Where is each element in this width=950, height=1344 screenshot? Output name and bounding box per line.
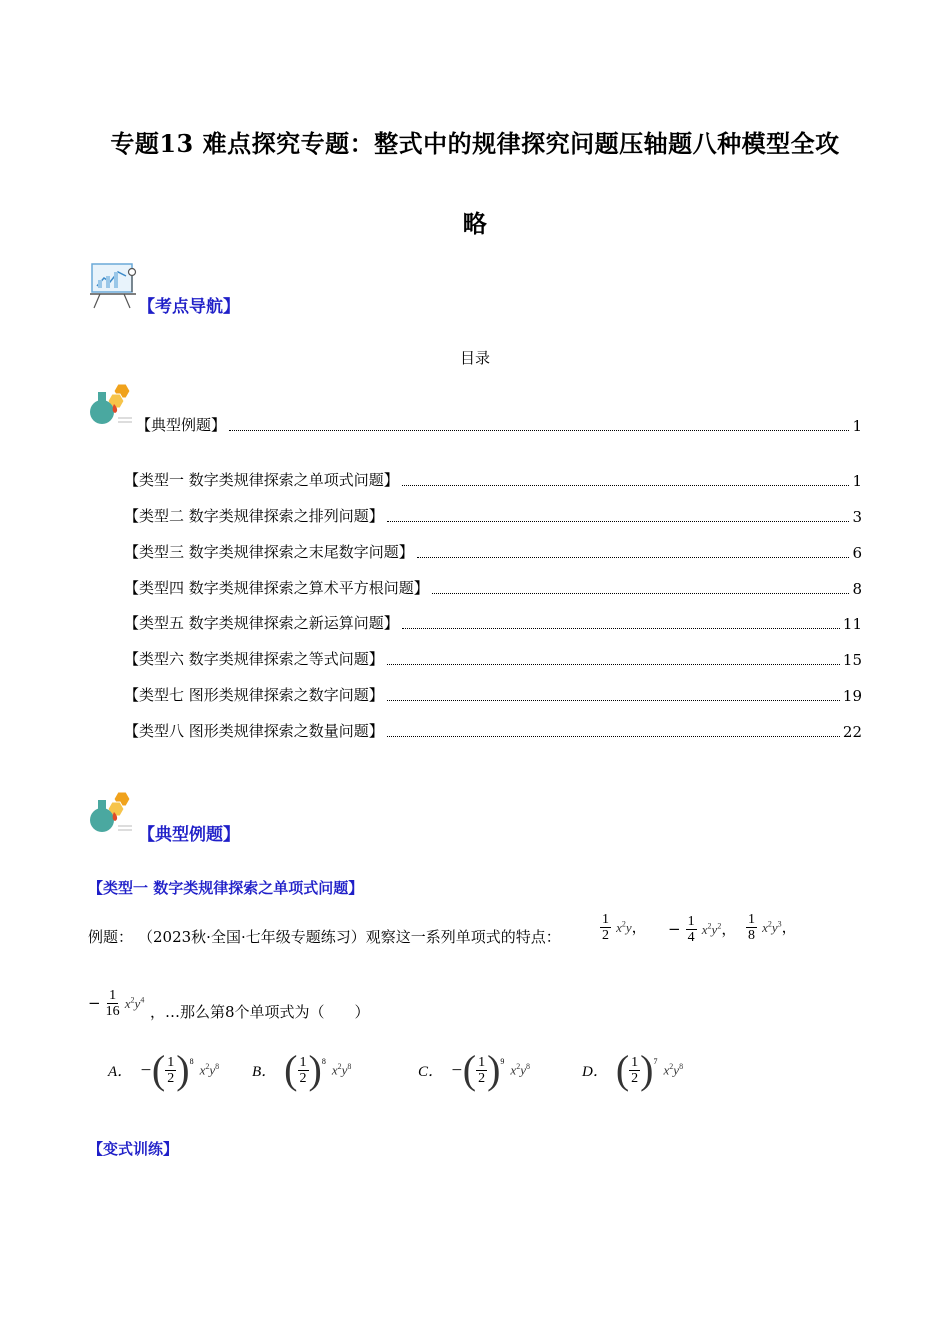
toc-entry[interactable] [124,469,862,490]
term-var: y [771,920,778,935]
toc-entry-page: 15 [842,651,862,669]
toc-entry-page: 1 [852,472,862,490]
option-den: 2 [631,1070,639,1086]
toc-entry-label: 【类型七 图形类规律探索之数字问题】 [124,686,384,704]
option-power: 8 [321,1056,326,1066]
term-den: 8 [748,928,755,943]
toc-title: 目录 [459,349,490,367]
answer-option[interactable]: D． ( $\frac{1}{2}$ ) 7 $x^2y^8$ [582,1047,684,1092]
right-paren: ) [308,1047,322,1092]
term-exp: 4 [140,995,145,1005]
term-den: 4 [687,930,695,945]
term-4 [88,988,144,1019]
toc-entry-label: 【类型三 数字类规律探索之末尾数字问题】 [124,543,414,561]
right-paren: ) [487,1047,501,1092]
option-sign: − [140,1062,152,1078]
left-paren: ( [615,1047,630,1092]
toc-leader [387,699,840,701]
right-paren: ) [640,1047,654,1092]
toc-leader [402,484,850,486]
term-var: x [701,922,708,937]
toc-entry[interactable] [124,577,862,598]
term-exp: 2 [130,995,135,1005]
term-exp: 3 [777,919,782,929]
toc-leader [432,592,850,594]
term-exp: 2 [707,921,712,931]
term-exp: 2 [717,921,722,931]
term-num: 1 [687,914,695,929]
toc-entry-label: 【类型一 数字类规律探索之单项式问题】 [124,471,399,489]
example-text: （2023秋·全国·七年级专题练习）观察这一系列单项式的特点： [138,928,561,946]
nav-heading: 【考点导航】 [138,297,240,317]
example-label: 例题： [88,928,134,946]
option-den: 2 [167,1070,175,1086]
toc-entry-label: 【类型六 数字类规律探索之等式问题】 [124,650,384,668]
left-paren: ( [284,1047,298,1092]
term-2 [668,914,736,945]
toc-entry[interactable] [124,684,862,705]
toc-leader [387,520,850,522]
toc-entry-label: 【典型例题】 [136,416,227,434]
term-exp: 2 [621,919,626,929]
toc-entry-page: 1 [852,417,862,435]
toc-entry-page: 6 [852,544,862,562]
page-title-line2: 略 [462,209,488,238]
option-y-exp: 8 [215,1061,220,1071]
comma: ， [631,918,647,936]
option-y-exp: 8 [679,1061,684,1071]
type1-heading: 【类型一 数字类规律探索之单项式问题】 [88,879,364,897]
toc-entry-page: 22 [842,723,862,741]
term-num: 1 [602,912,609,927]
flask-icon [88,790,134,836]
toc-entry-label: 【类型二 数字类规律探索之排列问题】 [124,507,384,525]
answer-option[interactable]: C． − ( $\frac{1}{2}$ ) 9 $x^2y^8$ [418,1047,530,1092]
toc-entry[interactable] [124,612,862,633]
option-y-exp: 8 [525,1061,530,1071]
toc-entry-page: 3 [852,508,862,526]
term-den: 16 [105,1004,120,1019]
term-var: y [625,920,632,935]
comma: ， [781,918,797,936]
term-1 [600,912,647,943]
term-sign: − [88,994,101,1012]
term-num: 1 [109,988,117,1003]
flask-icon [88,382,134,428]
term-var: x [124,996,131,1011]
term-exp: 2 [767,919,772,929]
toc-entry-page: 8 [852,580,862,598]
option-num: 1 [167,1054,175,1070]
option-num: 1 [299,1054,307,1070]
term-var: x [616,920,622,935]
left-paren: ( [151,1047,166,1092]
option-label: A． [108,1063,133,1080]
answer-option[interactable]: A． − ( $\frac{1}{2}$ ) 8 $x^2y^8$ [108,1047,220,1092]
toc-leader [387,663,840,665]
toc-leader [417,556,850,558]
right-paren: ) [176,1047,190,1092]
option-power: 8 [189,1056,194,1066]
option-x-exp: 2 [669,1061,674,1071]
left-paren: ( [462,1047,477,1092]
presentation-icon [88,262,140,310]
variant-heading: 【变式训练】 [88,1140,179,1158]
option-label: D． [582,1063,608,1080]
toc-entry-label: 【类型四 数字类规律探索之算术平方根问题】 [124,579,429,597]
toc-entry-page: 11 [842,615,862,633]
toc-entry-label: 【类型五 数字类规律探索之新运算问题】 [124,614,399,632]
option-x-exp: 2 [337,1061,342,1071]
option-power: 7 [653,1056,658,1066]
term-3 [746,912,797,943]
page-title-line1: 专题13 难点探究专题：整式中的规律探究问题压轴题八种模型全攻 [110,129,840,158]
term-den: 2 [602,928,609,943]
toc-entry[interactable] [124,505,862,526]
option-x-exp: 2 [205,1061,210,1071]
term-num: 1 [748,912,755,927]
toc-entry[interactable] [124,541,862,562]
toc-entry-main[interactable] [136,414,862,435]
toc-entry-page: 19 [842,687,862,705]
toc-entry-label: 【类型八 图形类规律探索之数量问题】 [124,722,384,740]
toc-leader [402,627,840,629]
term-var: y [711,922,718,937]
term-var: x [762,920,768,935]
section-heading: 【典型例题】 [138,825,240,845]
term-sign: − [668,920,681,938]
toc-leader [229,429,849,431]
option-label: B． [252,1063,277,1080]
toc-entry[interactable] [124,720,862,741]
option-power: 9 [500,1056,505,1066]
option-x-exp: 2 [516,1061,521,1071]
answer-option[interactable]: B． ( $\frac{1}{2}$ ) 8 $x^2y^8$ [252,1047,352,1092]
option-den: 2 [299,1070,307,1086]
comma: ， [721,920,737,938]
option-sign: − [451,1062,463,1078]
example-continuation: ，…那么第8个单项式为（ ） [150,1003,370,1021]
option-label: C． [418,1063,444,1080]
toc-leader [387,735,840,737]
toc-entry[interactable] [124,648,862,669]
option-den: 2 [478,1070,486,1086]
option-num: 1 [478,1054,486,1070]
term-var: y [134,996,141,1011]
option-num: 1 [631,1054,639,1070]
option-y-exp: 8 [347,1061,352,1071]
